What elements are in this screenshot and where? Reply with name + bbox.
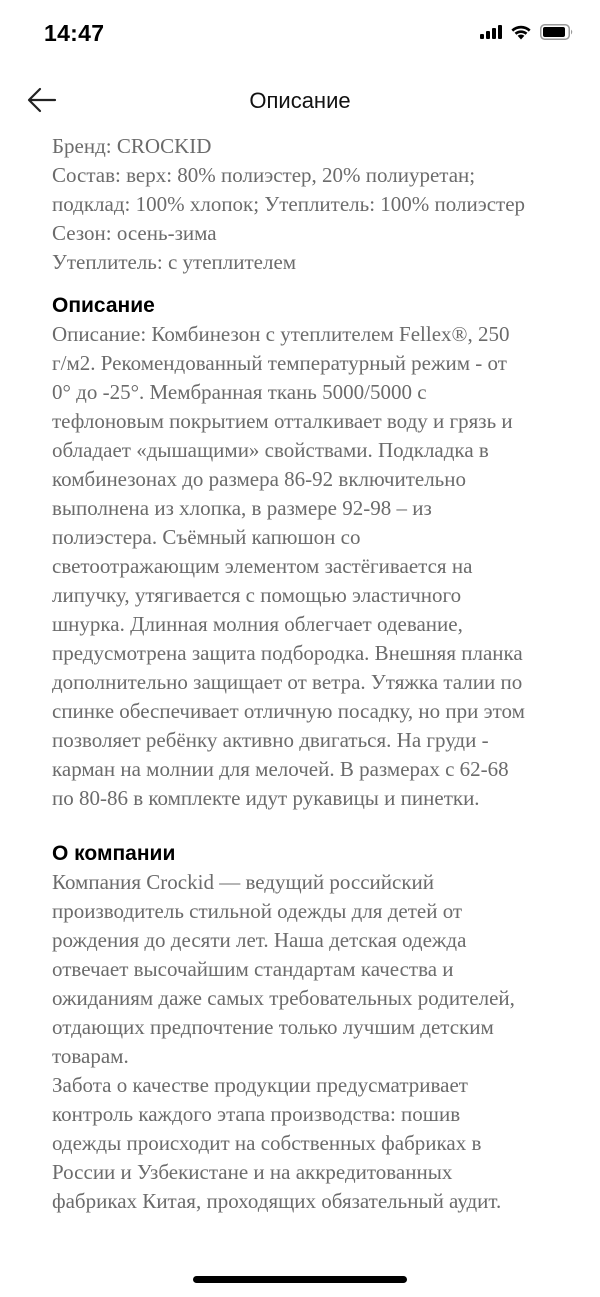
- description-line: дополнительно защищает от ветра. Утяжка талии по: [52, 670, 523, 694]
- company-line: отдающих предпочтение только лучшим детским: [52, 1015, 494, 1039]
- nav-bar: [0, 72, 600, 132]
- company-line: рождения до десяти лет. Наша детская одежда: [52, 928, 467, 952]
- company-line: одежды происходит на собственных фабриках в: [52, 1131, 482, 1155]
- description-line: тефлоновым покрытием отталкивает воду и грязь и: [52, 409, 513, 433]
- company-line: фабриках Китая, проходящих обязательный аудит.: [52, 1189, 502, 1213]
- company-line: Забота о качестве продукции предусматривает: [52, 1073, 468, 1097]
- description-line: спинке обеспечивает отличную посадку, но при этом: [52, 699, 525, 723]
- attribute-insulation: Утеплитель: с утеплителем: [52, 250, 297, 274]
- description-line: 0° до -25°. Мембранная ткань 5000/5000 с: [52, 380, 427, 404]
- description-line: обладает «дышащими» свойствами. Подкладка в: [52, 438, 489, 462]
- home-indicator[interactable]: [193, 1276, 407, 1283]
- description-heading: Описание: [52, 294, 155, 317]
- description-line: Описание: Комбинезон с утеплителем Fellex®, 250: [52, 322, 510, 346]
- description-line: позволяет ребёнку активно двигаться. На груди -: [52, 728, 489, 752]
- description-line: комбинезонах до размера 86-92 включительно: [52, 467, 467, 491]
- description-line: предусмотрена защита подбородка. Внешняя планка: [52, 641, 523, 665]
- description-line: полиэстера. Съёмный капюшон со: [52, 525, 361, 549]
- battery-icon: [540, 24, 574, 45]
- status-time: 14:47: [44, 20, 105, 46]
- company-line: отвечает высочайшим стандартам качества и: [52, 957, 454, 981]
- company-line: Компания Crockid — ведущий российский: [52, 870, 435, 894]
- status-bar: [0, 0, 600, 72]
- company-line: товарам.: [52, 1044, 129, 1068]
- wifi-icon: [510, 24, 532, 45]
- company-line: производитель стильной одежды для детей от: [52, 899, 463, 923]
- attribute-brand: Бренд: CROCKID: [52, 134, 212, 158]
- attribute-composition-cont: подклад: 100% хлопок; Утеплитель: 100% полиэстер: [52, 192, 526, 216]
- company-line: ожиданиям даже самых требовательных родителей,: [52, 986, 515, 1010]
- description-text: [52, 320, 582, 813]
- attribute-season: Сезон: осень-зима: [52, 221, 217, 245]
- description-line: липучку, утягивается с помощью эластичного: [52, 583, 462, 607]
- attribute-composition: Состав: верх: 80% полиэстер, 20% полиуретан;: [52, 163, 476, 187]
- description-line: по 80-86 в комплекте идут рукавицы и пинетки.: [52, 786, 480, 810]
- description-line: светоотражающим элементом застёгивается на: [52, 554, 473, 578]
- description-line: г/м2. Рекомендованный температурный режим - от: [52, 351, 507, 375]
- description-line: шнурка. Длинная молния облегчает одевание,: [52, 612, 463, 636]
- company-text: [52, 868, 582, 1216]
- description-line: карман на молнии для мелочей. В размерах с 62-68: [52, 757, 509, 781]
- description-line: выполнена из хлопка, в размере 92-98 – из: [52, 496, 432, 520]
- company-line: контроль каждого этапа производства: пошив: [52, 1102, 461, 1126]
- company-line: России и Узбекистане и на аккредитованных: [52, 1160, 453, 1184]
- status-icons: [480, 24, 574, 45]
- company-heading: О компании: [52, 842, 176, 865]
- description-content: [52, 132, 582, 1216]
- product-attributes: [52, 132, 582, 277]
- cellular-signal-icon: [480, 25, 502, 44]
- page-title: Описание: [249, 88, 351, 113]
